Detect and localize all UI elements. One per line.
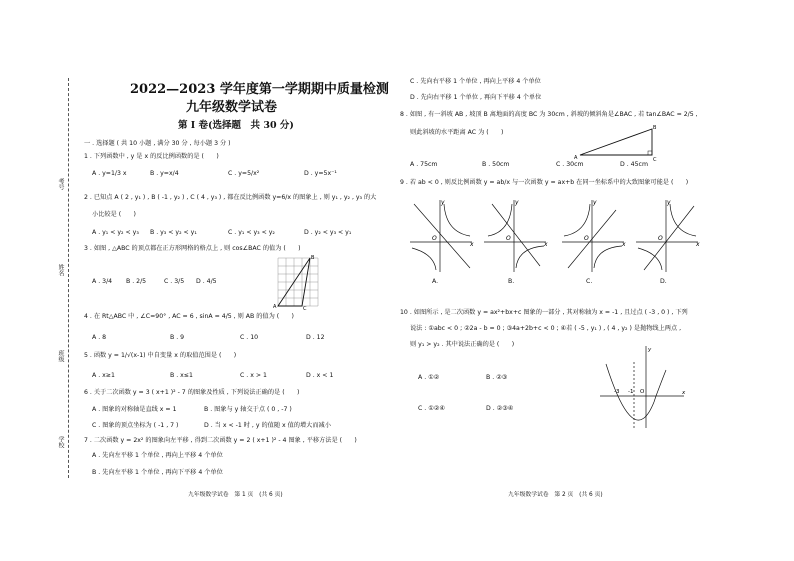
svg-text:C: C [653, 157, 657, 163]
q3-option-d: D . 4/5 [196, 278, 217, 285]
svg-text:y: y [648, 347, 652, 353]
svg-text:x: x [470, 241, 474, 248]
q5-option-d: D . x < 1 [306, 372, 334, 379]
q5-option-c: C . x > 1 [240, 372, 267, 379]
exam-title-line2: 九年级数学试卷 [186, 100, 278, 115]
q2-option-d: D . y₂ < y₃ < y₁ [304, 229, 352, 236]
q4-option-d: D . 12 [306, 334, 325, 341]
question-10: 10 . 如图所示 , 是二次函数 y = ax²+bx+c 图象的一部分 , 其对称轴为 x = -1 , 且过点 ( -3 , 0 ) , 下列 [400, 309, 688, 316]
question-7: 7 . 二次函数 y = 2x² 的图象向左平移 , 得到二次函数 y = 2 ( x+1 )² - 4 图象 , 平移方法是 ( ) [84, 437, 357, 444]
q6-option-c: C . 图象的顶点坐标为 ( -1 , 7 ) [92, 422, 179, 429]
binding-line [68, 78, 69, 478]
exam-title-line1: 2022—2023 学年度第一学期期中质量检测 [130, 82, 389, 97]
q5-option-b: B . x≤1 [170, 372, 193, 379]
q6-option-b: B . 图象与 y 轴交于点 ( 0 , -7 ) [204, 406, 292, 413]
svg-text:y: y [515, 199, 519, 206]
q1-option-c: C . y=5/x² [228, 170, 260, 177]
question-6: 6 . 关于二次函数 y = 3 ( x+1 )² - 7 的图象及性质 , 下列说法正确的是 ( ) [84, 389, 300, 396]
section-intro: 一 . 选择题 ( 共 10 小题 , 满分 30 分 , 每小题 3 分 ) [84, 140, 231, 147]
question-2: 2 . 已知点 A ( 2 , y₁ ) , B ( -1 , y₂ ) , C ( 4 , y₃ ) , 都在反比例函数 y=6/x 的图象上 , 则 y₁ , y₂ , y₃ 的大 [84, 194, 377, 201]
q10-option-c: C . ①②④ [418, 405, 445, 412]
q8-option-b: B . 50cm [482, 161, 510, 168]
q9-graphs [404, 196, 704, 276]
svg-text:-3: -3 [614, 389, 620, 395]
question-1: 1 . 下列函数中 , y 是 x 的反比例函数的是 ( ) [84, 153, 219, 160]
q6-option-a: A . 图象的对称轴是直线 x = 1 [92, 406, 177, 413]
question-8-cont: 则此斜坡的水平距离 AC 为 ( ) [410, 129, 504, 136]
q1-option-a: A . y=1/3 x [92, 170, 127, 177]
q9-label-b: B. [508, 278, 515, 285]
q10-option-b: B . ②③ [486, 374, 508, 381]
svg-text:O: O [584, 235, 589, 242]
svg-text:C: C [303, 306, 307, 310]
q3-option-c: C . 3/5 [164, 278, 185, 285]
svg-text:B: B [653, 125, 657, 131]
svg-text:x: x [622, 241, 626, 248]
question-2-cont: 小比较是 ( ) [92, 211, 136, 218]
svg-text:O: O [640, 389, 645, 395]
svg-text:y: y [593, 199, 597, 206]
svg-text:x: x [696, 241, 700, 248]
q8-option-a: A . 75cm [410, 161, 438, 168]
q5-option-a: A . x≥1 [92, 372, 115, 379]
svg-text:x: x [682, 390, 686, 396]
q1-option-d: D . y=5x⁻¹ [304, 170, 337, 177]
q2-option-c: C . y₁ < y₃ < y₂ [228, 229, 275, 236]
question-5: 5 . 函数 y = 1/√(x-1) 中自变量 x 的取值范围是 ( ) [84, 352, 237, 359]
q10-option-d: D . ②③④ [486, 405, 514, 412]
side-label-class: 班级 [57, 350, 64, 362]
q7-option-d: D . 先向右平移 1 个单位 , 再向下平移 4 个单位 [410, 94, 542, 101]
svg-text:B: B [311, 255, 315, 261]
q3-option-a: A . 3/4 [92, 278, 113, 285]
question-10-cont2: 则 y₁ > y₂ . 其中说法正确的是 ( ) [410, 341, 515, 348]
q3-grid-figure [272, 252, 322, 310]
svg-text:O: O [658, 235, 663, 242]
question-8: 8 . 如图 , 有一斜坡 AB , 坡顶 B 离地面的高度 BC 为 30cm , 斜坡的倾斜角是∠BAC , 若 tan∠BAC = 2/5 , [400, 111, 698, 118]
question-9: 9 . 若 ab < 0 , 则反比例函数 y = ab/x 与一次函数 y = ax+b 在同一坐标系中的大致图象可能是 ( ) [400, 179, 689, 186]
q4-option-b: B . 9 [170, 334, 185, 341]
q10-parabola-figure [596, 342, 688, 432]
q9-label-a: A. [432, 278, 439, 285]
svg-text:x: x [544, 241, 548, 248]
q7-option-a: A . 先向左平移 1 个单位 , 再向上平移 4 个单位 [92, 452, 223, 459]
q9-label-d: D. [660, 278, 667, 285]
q4-option-c: C . 10 [240, 334, 259, 341]
q2-option-a: A . y₁ < y₂ < y₃ [92, 229, 139, 236]
side-label-exam-number: 考号 [57, 178, 64, 190]
section-title: 第 I 卷(选择题 共 30 分) [178, 120, 294, 131]
svg-text:y: y [441, 199, 445, 206]
q3-option-b: B . 2/5 [126, 278, 147, 285]
q7-option-c: C . 先向右平移 1 个单位 , 再向上平移 4 个单位 [410, 78, 541, 85]
svg-text:y: y [667, 199, 671, 206]
svg-text:O: O [506, 235, 511, 242]
q8-option-c: C . 30cm [556, 161, 584, 168]
svg-text:O: O [432, 235, 437, 242]
q6-option-d: D . 当 x < -1 时 , y 的值随 x 值的增大而减小 [204, 422, 331, 429]
svg-text:A: A [574, 155, 578, 161]
question-3: 3 . 如图 , △ABC 的顶点都在正方形网格的格点上 , 则 cos∠BAC 的值为 ( ) [84, 245, 301, 252]
page-2-footer: 九年级数学试卷 第 2 页 (共 6 页) [508, 492, 603, 498]
side-label-school: 学校 [57, 436, 64, 448]
question-10-cont1: 说法 : ①abc < 0 ; ②2a - b = 0 ; ③4a+2b+c < 0 ; ④若 ( -5 , y₁ ) , ( 4 , y₂ ) 是抛物线上两点 , [410, 325, 682, 332]
q10-option-a: A . ①② [418, 374, 440, 381]
q2-option-b: B . y₃ < y₂ < y₁ [150, 229, 197, 236]
question-4: 4 . 在 Rt△ABC 中 , ∠C=90° , AC = 6 , sinA = 4/5 , 则 AB 的值为 ( ) [84, 313, 294, 320]
q4-option-a: A . 8 [92, 334, 107, 341]
svg-text:A: A [273, 304, 277, 310]
q7-option-b: B . 先向左平移 1 个单位 , 再向下平移 4 个单位 [92, 469, 223, 476]
page-1-footer: 九年级数学试卷 第 1 页 (共 6 页) [188, 492, 283, 498]
q8-slope-figure [574, 123, 660, 163]
q8-option-d: D . 45cm [620, 161, 648, 168]
q1-option-b: B . y=x/4 [150, 170, 179, 177]
side-label-name: 姓名 [57, 264, 64, 276]
q9-label-c: C. [586, 278, 593, 285]
svg-text:-1: -1 [628, 389, 634, 395]
